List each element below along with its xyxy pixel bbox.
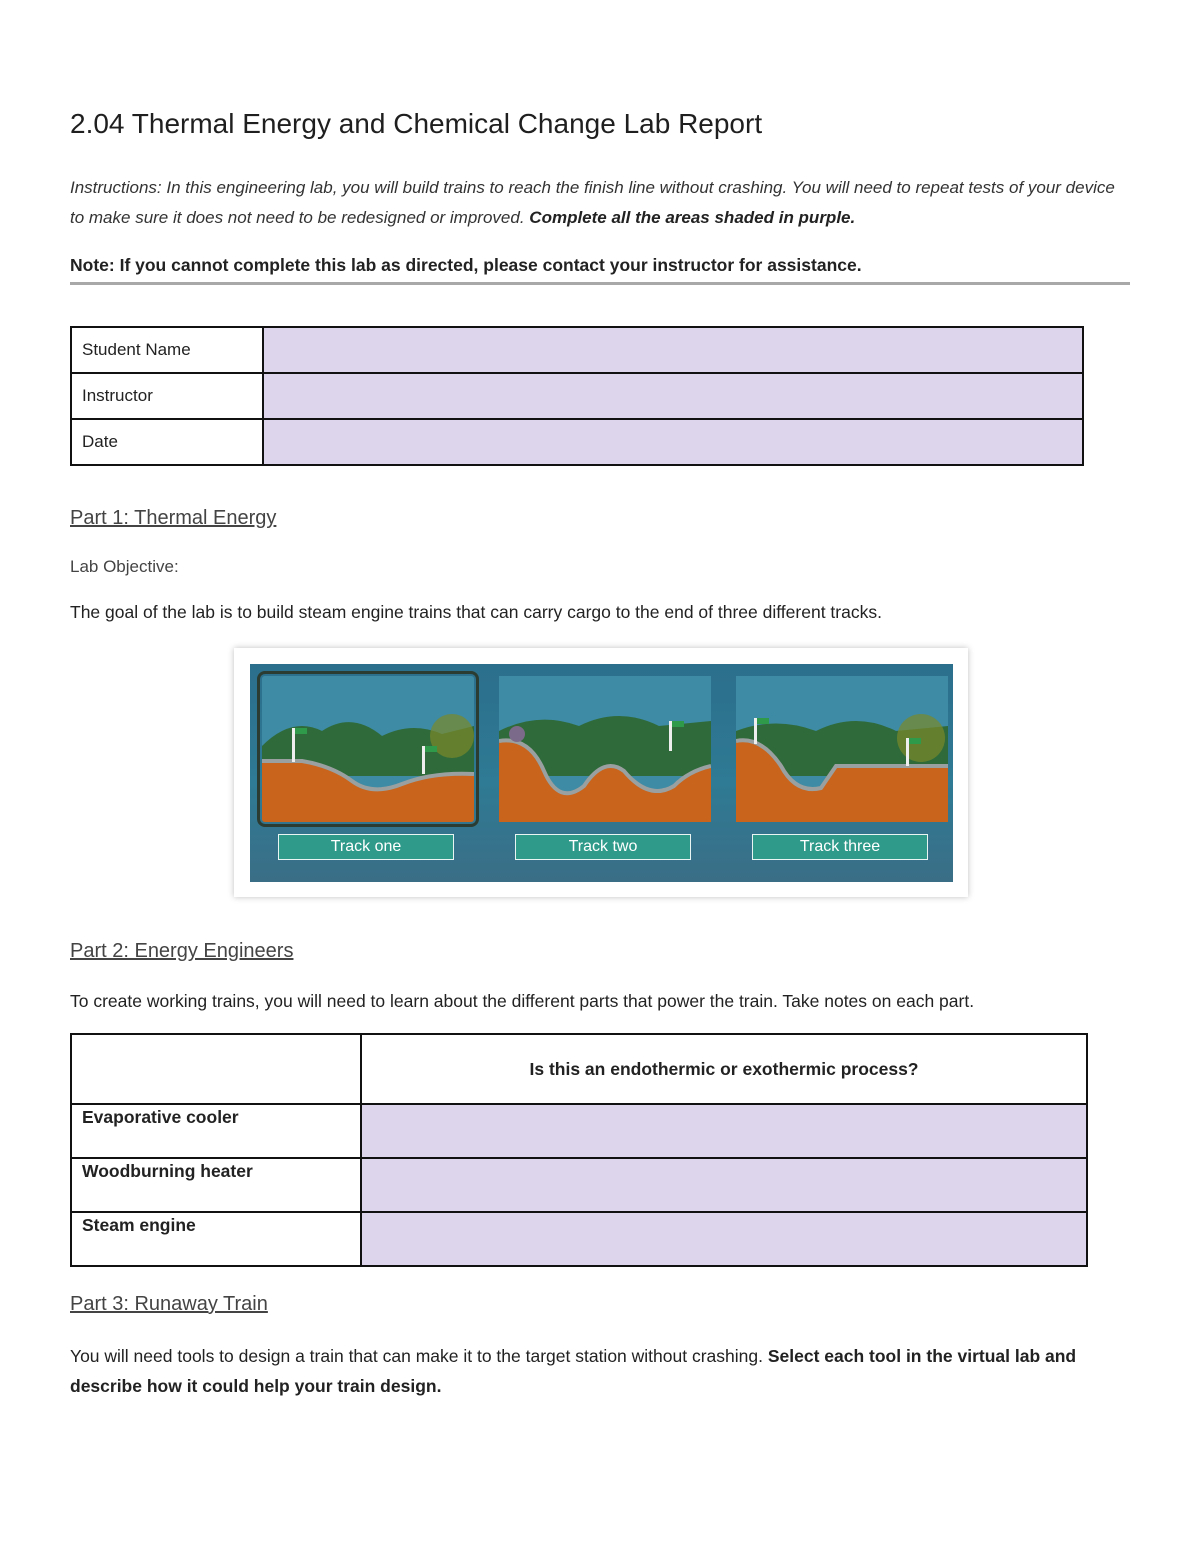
steam-engine-field[interactable] [361,1212,1087,1266]
objective-label: Lab Objective: [70,557,179,576]
table-row [71,1158,1087,1212]
page-title: 2.04 Thermal Energy and Chemical Change Lab Report [70,108,763,139]
evaporative-cooler-label: Evaporative cooler [71,1104,361,1158]
part2-heading: Part 2: Energy Engineers [70,940,294,962]
table-row [71,419,1083,465]
track-one-button[interactable]: Track one [278,834,454,860]
instructor-field[interactable] [263,373,1083,419]
part3-heading: Part 3: Runaway Train [70,1293,268,1315]
track-one-thumbnail [262,676,474,822]
student-name-label: Student Name [71,327,263,373]
part3-instructions: You will need tools to design a train that can make it to the target station without crashing. [70,1346,763,1366]
column-header: Is this an endothermic or exothermic process? [361,1034,1087,1104]
track-selection-image [234,648,968,897]
woodburning-heater-label: Woodburning heater [71,1158,361,1212]
instructor-label: Instructor [71,373,263,419]
table-header-row [71,1034,1087,1104]
instructions-text: Instructions: In this engineering lab, you will build trains to reach the finish line without crashing. You will need to repeat tests of your device to make sure it does not need to be redesigned or improved. [70,178,1115,227]
part2-intro: To create working trains, you will need to learn about the different parts that power the train. Take notes on each part. [70,991,975,1011]
part3-text [70,1341,1090,1401]
steam-engine-label: Steam engine [71,1212,361,1266]
evaporative-cooler-field[interactable] [361,1104,1087,1158]
instructions [70,173,1130,233]
student-name-field[interactable] [263,327,1083,373]
table-row [71,1212,1087,1266]
student-info-table [70,326,1084,466]
track-three-thumbnail [736,676,948,822]
table-row [71,373,1083,419]
track-two-thumbnail [499,676,711,822]
divider [70,282,1130,285]
table-corner-cell [71,1034,361,1104]
part1-heading: Part 1: Thermal Energy [70,507,277,529]
instructions-emphasis: Complete all the areas shaded in purple. [529,208,856,227]
track-two-button[interactable]: Track two [515,834,691,860]
objective-text: The goal of the lab is to build steam engine trains that can carry cargo to the end of three different tracks. [70,602,882,622]
note: Note: If you cannot complete this lab as directed, please contact your instructor for assistance. [70,255,862,275]
date-label: Date [71,419,263,465]
table-row [71,1104,1087,1158]
table-row [71,327,1083,373]
date-field[interactable] [263,419,1083,465]
woodburning-heater-field[interactable] [361,1158,1087,1212]
part3-emphasis: Select each tool in the virtual lab and describe how it could help your train design. [70,1346,1077,1396]
track-three-button[interactable]: Track three [752,834,928,860]
energy-process-table [70,1033,1088,1267]
track-selection-panel [250,664,953,882]
